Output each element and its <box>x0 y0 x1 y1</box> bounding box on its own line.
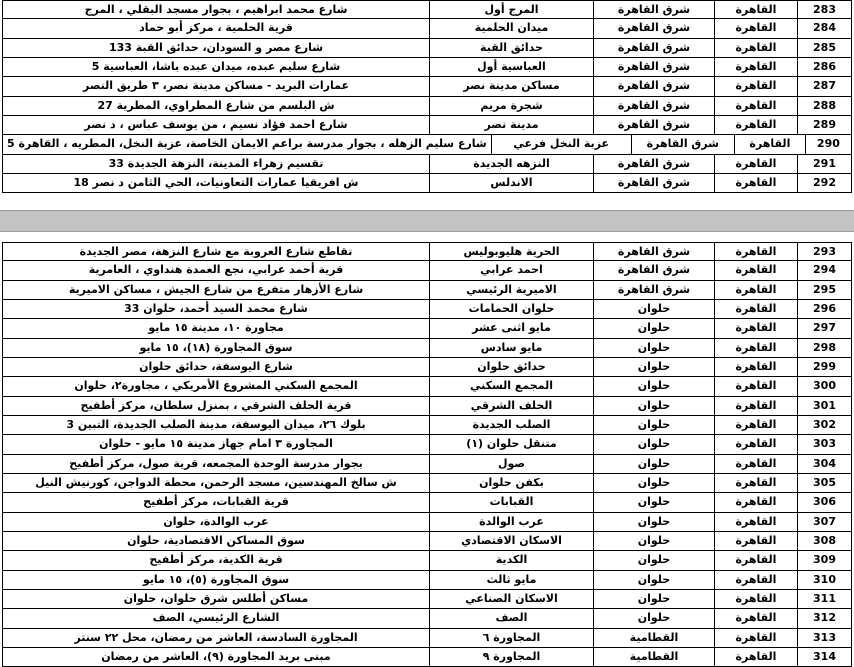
office-name-cell: عرب الوالدة <box>429 513 593 531</box>
office-name-cell: حلوان الحمامات <box>429 300 593 318</box>
governorate-cell: القاهرة <box>714 39 797 57</box>
district-cell: حلوان <box>593 416 714 434</box>
table-row <box>2 261 852 280</box>
district-cell: حلوان <box>593 493 714 511</box>
district-cell: شرق القاهرة <box>593 243 714 260</box>
governorate-cell: القاهرة <box>714 261 797 279</box>
table-row <box>2 155 852 174</box>
office-name-cell: النزهه الجديدة <box>429 155 593 173</box>
row-number-cell: 285 <box>797 39 852 57</box>
table-row <box>2 358 852 377</box>
table-row <box>2 377 852 396</box>
office-name-cell: الكدية <box>429 551 593 569</box>
district-cell: شرق القاهرة <box>593 97 714 115</box>
office-name-cell: الاندلس <box>429 174 593 192</box>
governorate-cell: القاهرة <box>714 97 797 115</box>
row-number-cell: 311 <box>797 590 852 608</box>
governorate-cell: القاهرة <box>714 590 797 608</box>
row-number-cell: 287 <box>797 77 852 95</box>
address-cell: شارع مصر و السودان، حدائق القبة 133 <box>2 39 429 57</box>
office-name-cell: مساكن مدينة نصر <box>429 77 593 95</box>
row-number-cell: 307 <box>797 513 852 531</box>
governorate-cell: القاهرة <box>714 551 797 569</box>
office-name-cell: شجرة مريم <box>429 97 593 115</box>
address-cell: سوق المساكن الاقتصادية، حلوان <box>2 532 429 550</box>
row-number-cell: 293 <box>797 243 852 260</box>
table-row <box>2 551 852 570</box>
office-name-cell: المجمع السكني <box>429 377 593 395</box>
district-cell: حلوان <box>593 339 714 357</box>
office-name-cell: المجاورة ٦ <box>429 629 593 647</box>
governorate-cell: القاهرة <box>714 339 797 357</box>
district-cell: القطامية <box>593 629 714 647</box>
district-cell: القطامية <box>593 648 714 666</box>
row-number-cell: 298 <box>797 339 852 357</box>
row-number-cell: 309 <box>797 551 852 569</box>
office-name-cell: الحرية هليوبوليس <box>429 243 593 260</box>
address-cell: سوق المجاورة (١٨)، ١٥ مايو <box>2 339 429 357</box>
address-cell: شارع سليم الزهله ، بجوار مدرسة براعم الايمان الخاصة، عزبة النخل، المطريه ، القاهرة 5 <box>2 135 491 153</box>
district-cell: شرق القاهرة <box>593 116 714 134</box>
table-row <box>2 135 852 154</box>
table-row <box>2 590 852 609</box>
governorate-cell: القاهرة <box>714 19 797 37</box>
address-cell: ش افريقيا عمارات التعاونيات، الحي الثامن د نصر 18 <box>2 174 429 192</box>
governorate-cell: القاهرة <box>714 116 797 134</box>
office-name-cell: القبابات <box>429 493 593 511</box>
table-row <box>2 39 852 58</box>
address-cell: قرية الكدية، مركز أطفيح <box>2 551 429 569</box>
governorate-cell: القاهرة <box>714 532 797 550</box>
table-row <box>2 571 852 590</box>
governorate-cell: القاهرة <box>734 135 805 153</box>
address-cell: قرية القبابات، مركز أطفيح <box>2 493 429 511</box>
table-row <box>2 319 852 338</box>
table-row <box>2 97 852 116</box>
office-name-cell: عزبة النخل فرعي <box>491 135 631 153</box>
district-cell: حلوان <box>593 474 714 492</box>
table-row <box>2 648 852 667</box>
office-name-cell: ميدان الحلمية <box>429 19 593 37</box>
table-row <box>2 397 852 416</box>
governorate-cell: القاهرة <box>714 493 797 511</box>
table-bottom <box>2 242 852 667</box>
district-cell: حلوان <box>593 590 714 608</box>
office-name-cell: الصلب الجديدة <box>429 416 593 434</box>
district-cell: حلوان <box>593 532 714 550</box>
governorate-cell: القاهرة <box>714 629 797 647</box>
row-number-cell: 296 <box>797 300 852 318</box>
table-row <box>2 416 852 435</box>
address-cell: شارع محمد ابراهيم ، بجوار مسجد البقلي ، المرج <box>2 1 429 18</box>
office-name-cell: المرج أول <box>429 1 593 18</box>
address-cell: سوق المجاورة (٥)، ١٥ مايو <box>2 571 429 589</box>
row-number-cell: 308 <box>797 532 852 550</box>
table-row <box>2 339 852 358</box>
address-cell: المجاورة ٣ امام جهاز مدينة ١٥ مايو - حلوان <box>2 435 429 453</box>
table-row <box>2 609 852 628</box>
office-name-cell: الصف <box>429 609 593 627</box>
district-cell: حلوان <box>593 319 714 337</box>
governorate-cell: القاهرة <box>714 243 797 260</box>
row-number-cell: 289 <box>797 116 852 134</box>
table-row <box>2 19 852 38</box>
table-row <box>2 513 852 532</box>
table-row <box>2 629 852 648</box>
office-name-cell: بكفن حلوان <box>429 474 593 492</box>
governorate-cell: القاهرة <box>714 300 797 318</box>
row-number-cell: 310 <box>797 571 852 589</box>
district-cell: شرق القاهرة <box>593 174 714 192</box>
district-cell: شرق القاهرة <box>593 39 714 57</box>
row-number-cell: 286 <box>797 58 852 76</box>
governorate-cell: القاهرة <box>714 1 797 18</box>
district-cell: حلوان <box>593 358 714 376</box>
district-cell: حلوان <box>593 609 714 627</box>
table-top <box>2 0 852 193</box>
district-cell: حلوان <box>593 377 714 395</box>
governorate-cell: القاهرة <box>714 397 797 415</box>
district-cell: شرق القاهرة <box>631 135 734 153</box>
office-name-cell: احمد عرابي <box>429 261 593 279</box>
office-name-cell: حدائق حلوان <box>429 358 593 376</box>
row-number-cell: 295 <box>797 281 852 299</box>
governorate-cell: القاهرة <box>714 455 797 473</box>
address-cell: المجاورة السادسة، العاشر من رمضان، محل ٢٢ سنتر <box>2 629 429 647</box>
district-cell: شرق القاهرة <box>593 261 714 279</box>
governorate-cell: القاهرة <box>714 358 797 376</box>
address-cell: شارع احمد فؤاد نسيم ، من يوسف عباس ، د نصر <box>2 116 429 134</box>
table-row <box>2 532 852 551</box>
row-number-cell: 294 <box>797 261 852 279</box>
address-cell: مجاورة ١٠، مدينة ١٥ مايو <box>2 319 429 337</box>
row-number-cell: 305 <box>797 474 852 492</box>
governorate-cell: القاهرة <box>714 281 797 299</box>
governorate-cell: القاهرة <box>714 571 797 589</box>
address-cell: قرية أحمد عرابي، نجع العمدة هنداوي ، العامرية <box>2 261 429 279</box>
address-cell: قرية الحلمية ، مركز أبو حماد <box>2 19 429 37</box>
address-cell: شارع سليم عبده، ميدان عبده باشا، العباسية 5 <box>2 58 429 76</box>
row-number-cell: 290 <box>805 135 852 153</box>
address-cell: بجوار مدرسة الوحدة المجمعه، قرية صول، مركز أطفيح <box>2 455 429 473</box>
table-row <box>2 242 852 261</box>
governorate-cell: القاهرة <box>714 174 797 192</box>
row-number-cell: 304 <box>797 455 852 473</box>
row-number-cell: 312 <box>797 609 852 627</box>
district-cell: شرق القاهرة <box>593 77 714 95</box>
row-number-cell: 288 <box>797 97 852 115</box>
table-row <box>2 281 852 300</box>
district-cell: حلوان <box>593 551 714 569</box>
table-row <box>2 58 852 77</box>
address-cell: تقاطع شارع العروبة مع شارع النزهة، مصر الجديدة <box>2 243 429 260</box>
district-cell: حلوان <box>593 513 714 531</box>
address-cell: مساكن أطلس شرق حلوان، حلوان <box>2 590 429 608</box>
table-row <box>2 0 852 19</box>
row-number-cell: 303 <box>797 435 852 453</box>
table-row <box>2 77 852 96</box>
address-cell: تقسيم زهراء المدينة، النزهة الجديدة 33 <box>2 155 429 173</box>
address-cell: قرية الحلف الشرقي ، بمنزل سلطان، مركز أطفيح <box>2 397 429 415</box>
table-row <box>2 474 852 493</box>
office-name-cell: مايو اثنى عشر <box>429 319 593 337</box>
address-cell: شارع محمد السيد أحمد، حلوان 33 <box>2 300 429 318</box>
governorate-cell: القاهرة <box>714 319 797 337</box>
table-row <box>2 493 852 512</box>
address-cell: الشارع الرئيسي، الصف <box>2 609 429 627</box>
district-cell: شرق القاهرة <box>593 1 714 18</box>
address-cell: شارع الأزهار متفرع من شارع الجيش ، مساكن الاميرية <box>2 281 429 299</box>
address-cell: شارع اليوسفة، حدائق حلوان <box>2 358 429 376</box>
district-cell: شرق القاهرة <box>593 281 714 299</box>
table-row <box>2 174 852 193</box>
office-name-cell: حدائق القبة <box>429 39 593 57</box>
office-name-cell: صول <box>429 455 593 473</box>
table-row <box>2 116 852 135</box>
office-name-cell: العباسية أول <box>429 58 593 76</box>
governorate-cell: القاهرة <box>714 513 797 531</box>
governorate-cell: القاهرة <box>714 474 797 492</box>
district-cell: شرق القاهرة <box>593 58 714 76</box>
office-name-cell: المجاورة ٩ <box>429 648 593 666</box>
row-number-cell: 299 <box>797 358 852 376</box>
office-name-cell: الحلف الشرقي <box>429 397 593 415</box>
table-row <box>2 435 852 454</box>
table-row <box>2 300 852 319</box>
district-cell: شرق القاهرة <box>593 155 714 173</box>
governorate-cell: القاهرة <box>714 648 797 666</box>
office-name-cell: مدينة نصر <box>429 116 593 134</box>
governorate-cell: القاهرة <box>714 155 797 173</box>
governorate-cell: القاهرة <box>714 77 797 95</box>
governorate-cell: القاهرة <box>714 58 797 76</box>
address-cell: المجمع السكني المشروع الأمريكي ، مجاورة٢، حلوان <box>2 377 429 395</box>
address-cell: مبنى بريد المجاورة (٩)، العاشر من رمضان <box>2 648 429 666</box>
governorate-cell: القاهرة <box>714 416 797 434</box>
row-number-cell: 297 <box>797 319 852 337</box>
office-name-cell: مايو ثالث <box>429 571 593 589</box>
row-number-cell: 291 <box>797 155 852 173</box>
row-number-cell: 292 <box>797 174 852 192</box>
governorate-cell: القاهرة <box>714 377 797 395</box>
district-cell: حلوان <box>593 397 714 415</box>
row-number-cell: 313 <box>797 629 852 647</box>
office-name-cell: الاسكان الاقتصادي <box>429 532 593 550</box>
office-name-cell: الاسكان الصناعي <box>429 590 593 608</box>
address-cell: ش سالخ المهندسين، مسجد الرحمن، محطة الدواجن، كورنيش النيل <box>2 474 429 492</box>
governorate-cell: القاهرة <box>714 609 797 627</box>
page-separator <box>0 210 854 232</box>
table-row <box>2 455 852 474</box>
district-cell: حلوان <box>593 300 714 318</box>
district-cell: حلوان <box>593 571 714 589</box>
row-number-cell: 306 <box>797 493 852 511</box>
address-cell: عرب الوالدة، حلوان <box>2 513 429 531</box>
office-name-cell: الاميرية الرئيسي <box>429 281 593 299</box>
row-number-cell: 302 <box>797 416 852 434</box>
governorate-cell: القاهرة <box>714 435 797 453</box>
row-number-cell: 314 <box>797 648 852 666</box>
row-number-cell: 300 <box>797 377 852 395</box>
address-cell: بلوك ٢٦، ميدان اليوسفة، مدينة الصلب الجديدة، التبين 3 <box>2 416 429 434</box>
row-number-cell: 283 <box>797 1 852 18</box>
district-cell: شرق القاهرة <box>593 19 714 37</box>
row-number-cell: 284 <box>797 19 852 37</box>
address-cell: ش البلسم من شارع المطراوي، المطرية 27 <box>2 97 429 115</box>
district-cell: حلوان <box>593 435 714 453</box>
office-name-cell: مايو سادس <box>429 339 593 357</box>
row-number-cell: 301 <box>797 397 852 415</box>
address-cell: عمارات البريد - مساكن مدينة نصر، ٣ طريق النصر <box>2 77 429 95</box>
district-cell: حلوان <box>593 455 714 473</box>
office-name-cell: متنقل حلوان (١) <box>429 435 593 453</box>
